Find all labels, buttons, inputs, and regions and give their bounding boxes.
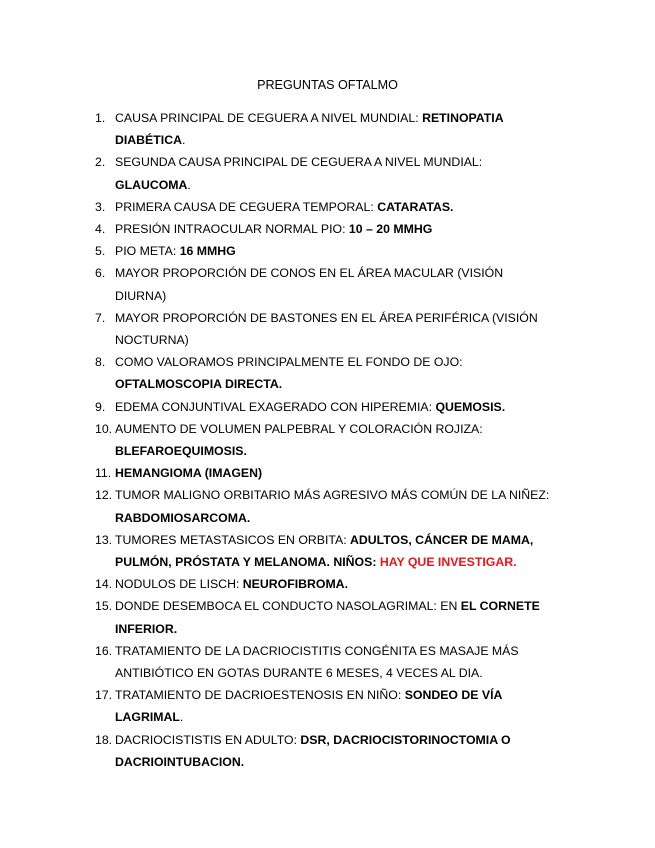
item-text: MAYOR PROPORCIÓN DE CONOS EN EL ÁREA MACULAR (VISIÓN — [115, 266, 504, 281]
list-item — [95, 218, 575, 240]
question-list — [95, 107, 575, 773]
item-number: 4. — [95, 222, 106, 237]
item-number: 14. — [95, 577, 113, 592]
list-item — [95, 573, 575, 595]
item-text: TRATAMIENTO DE DACRIOESTENOSIS EN NIÑO: — [115, 688, 405, 703]
list-item — [95, 262, 575, 306]
item-bold: EL CORNETE — [460, 599, 540, 614]
list-item — [95, 307, 575, 351]
item-text: PRESIÓN INTRAOCULAR NORMAL PIO: — [115, 222, 349, 237]
item-bold: 10 – 20 MMHG — [348, 222, 433, 237]
item-number: 15. — [95, 599, 113, 614]
list-item — [95, 684, 575, 728]
item-text: DACRIOCISTISTIS EN ADULTO: — [115, 732, 301, 747]
list-item — [95, 529, 575, 573]
item-bold: HEMANGIOMA (IMAGEN) — [115, 466, 263, 481]
item-line2-tail: . — [187, 177, 191, 192]
list-item — [95, 196, 575, 218]
item-line2-red: HAY QUE INVESTIGAR. — [379, 555, 517, 570]
item-line2-bold: DACRIOINTUBACION. — [115, 754, 245, 769]
item-number: 6. — [95, 266, 106, 281]
item-line2-tail: . — [181, 133, 186, 148]
item-bold: ADULTOS, CÁNCER DE MAMA, — [350, 532, 534, 547]
item-text: TUMOR MALIGNO ORBITARIO MÁS AGRESIVO MÁS COMÚN DE LA NIÑEZ: — [115, 488, 550, 503]
item-text: TRATAMIENTO DE LA DACRIOCISTITIS CONGÉNITA ES MASAJE MÁS — [115, 643, 519, 658]
item-line2-bold: GLAUCOMA — [115, 177, 188, 192]
list-item — [95, 729, 575, 773]
list-item — [95, 351, 575, 395]
item-number: 2. — [95, 155, 106, 170]
item-bold: 16 MMHG — [179, 244, 236, 259]
item-text: DONDE DESEMBOCA EL CONDUCTO NASOLAGRIMAL: EN — [115, 599, 461, 614]
item-bold: DSR, DACRIOCISTORINOCTOMIA O — [300, 732, 511, 747]
item-number: 9. — [95, 399, 106, 414]
item-number: 12. — [95, 488, 113, 503]
item-line2-bold: RABDOMIOSARCOMA. — [115, 510, 251, 525]
item-number: 5. — [95, 244, 106, 259]
item-text: NODULOS DE LISCH: — [115, 577, 243, 592]
item-line2: ANTIBIÓTICO EN GOTAS DURANTE 6 MESES, 4 VECES AL DIA. — [115, 666, 483, 681]
item-line2-bold: INFERIOR. — [115, 621, 178, 636]
item-text: PRIMERA CAUSA DE CEGUERA TEMPORAL: — [115, 199, 378, 214]
item-number: 18. — [95, 732, 113, 747]
list-item — [95, 595, 575, 639]
item-line2-bold: DIABÉTICA — [115, 133, 182, 148]
list-item — [95, 396, 575, 418]
item-bold: NEUROFIBROMA. — [242, 577, 348, 592]
item-text: EDEMA CONJUNTIVAL EXAGERADO CON HIPEREMIA: — [115, 399, 436, 414]
item-text: AUMENTO DE VOLUMEN PALPEBRAL Y COLORACIÓN ROJIZA: — [115, 421, 483, 436]
item-line2: NOCTURNA) — [115, 333, 189, 348]
item-line2-bold: OFTALMOSCOPIA DIRECTA. — [115, 377, 283, 392]
item-line2-tail: . — [179, 710, 184, 725]
item-line2-bold: LAGRIMAL — [115, 710, 180, 725]
item-number: 13. — [95, 532, 113, 547]
item-bold: CATARATAS. — [377, 199, 454, 214]
item-line2-bold: BLEFAROEQUIMOSIS. — [115, 444, 247, 459]
item-number: 17. — [95, 688, 113, 703]
item-text: COMO VALORAMOS PRINCIPALMENTE EL FONDO DE OJO: — [115, 355, 463, 370]
list-item — [95, 107, 575, 151]
item-text: MAYOR PROPORCIÓN DE BASTONES EN EL ÁREA PERIFÉRICA (VISIÓN — [115, 310, 538, 325]
item-number: 7. — [95, 310, 106, 325]
item-bold: QUEMOSIS. — [435, 399, 506, 414]
list-item — [95, 240, 575, 262]
item-number: 16. — [95, 643, 113, 658]
page-title: PREGUNTAS OFTALMO — [257, 78, 398, 92]
list-item — [95, 640, 575, 684]
item-bold: SONDEO DE VÍA — [404, 688, 503, 703]
list-item — [95, 462, 575, 484]
item-text: TUMORES METASTASICOS EN ORBITA: — [115, 532, 351, 547]
item-number: 10. — [95, 421, 113, 436]
item-number: 11. — [95, 466, 112, 481]
list-item — [95, 151, 575, 195]
item-bold: RETINOPATIA — [422, 111, 504, 125]
item-text: SEGUNDA CAUSA PRINCIPAL DE CEGUERA A NIVEL MUNDIAL: — [115, 155, 483, 170]
item-line2-bold: PULMÓN, PRÓSTATA Y MELANOMA. NIÑOS: — [115, 555, 380, 570]
item-number: 8. — [95, 355, 106, 370]
item-number: 1. — [95, 111, 106, 125]
item-text: PIO META: — [115, 244, 180, 259]
item-text: CAUSA PRINCIPAL DE CEGUERA A NIVEL MUNDIAL: — [115, 111, 423, 125]
item-line2: DIURNA) — [115, 288, 167, 303]
list-item — [95, 418, 575, 462]
item-number: 3. — [95, 199, 106, 214]
list-item — [95, 484, 575, 528]
